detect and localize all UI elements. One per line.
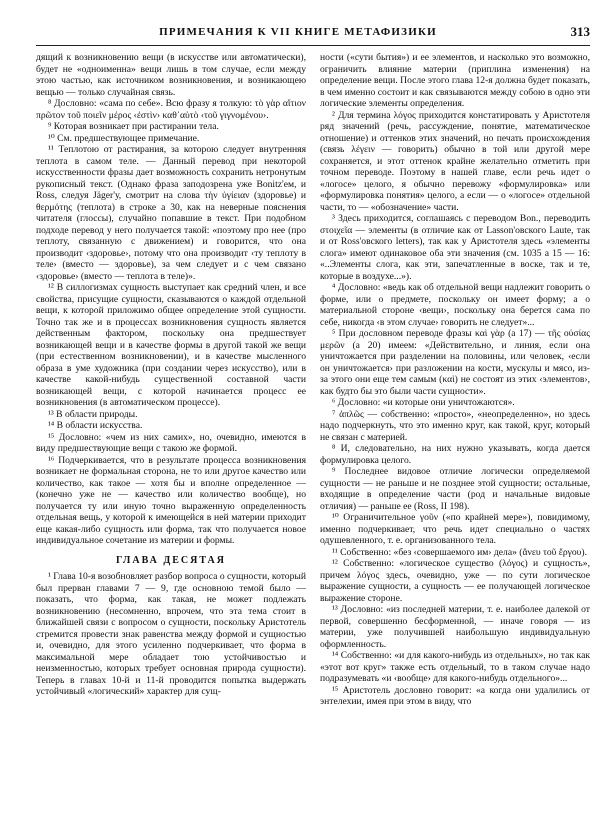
footnote: ⁸ И, следовательно, на них нужно указывать, когда дается формулировка целого. xyxy=(320,443,590,466)
footnote: ³ Здесь приходится, соглашаясь с переводом Bon., переводить στοιχεῖα — элементы (в отличие как от Lasson'овского Laute, так и от Ross'овского letters), так как у Аристотеля здесь «элементы слога» имеют одинаковое оба эти значения (см. 1035 а 15 — 16: «..Элементы слога, как эти, запечатленные в воске, так и те, которые в воздухе...»). xyxy=(320,213,590,282)
footnote: ¹⁵ Дословно: «чем из них самих», но, очевидно, имеются в виду предшествующие вещи с такою же формой. xyxy=(36,431,306,454)
footnote: ¹ Глава 10-я возобновляет разбор вопроса о сущности, который был прерван главами 7 — 9, где основною темой было — показать, что форма, как такая, не может подлежать возникновению (несомненно, впрочем, что эта тема стоит в ближайшей связи с вопросом о сущности, поскольку Аристотель стремится провести знак равенства между формой и сущностью и, очевидно, для этого усиленно подчеркивает, что форма в максимальной мере обладает тою устойчивостью и неизменностью, которых требует основная природа сущности). Теперь в главах 10-й и 11-й проводится попытка выдержать устойчивый «логический» характер для сущ- xyxy=(36,571,306,697)
left-column xyxy=(36,52,306,802)
page-number: 313 xyxy=(570,24,590,39)
footnote: ⁶ Дословно: «и которые они уничтожаются». xyxy=(332,397,515,408)
footnote: ⁹ Последнее видовое отличие логически определяемой сущности — не раньше и не позднее этой сущности; остальные, входящие в определение части (род и начальные видовые отличия) — раньше ее (Ross, II 198). xyxy=(320,466,590,512)
paragraph: дящий к возникновению вещи (в искусстве или автоматически), будет не «одноименна» вещи лишь в том случае, если между этою частью, как источником возникновения, и возникающею вещью — только случайная связь. xyxy=(36,52,306,98)
footnote: ¹⁴ Собственно: «и для какого-нибудь из отдельных», но так как «этот вот круг» также есть отдельный, то в таком случае надо подразумевать «и ‹вообще› для какого-нибудь отдельного»... xyxy=(320,650,590,684)
footnote: ⁵ При дословном переводе фразы καὶ γὰρ (а 17) — τῆς οὐσίας μερῶν (а 20) имеем: «Действительно, и линия, если она уничтожается при разделении на половины, или человек, ‹если он уничтожается› при разложении на кости, мускулы и мясо, из-за этого они еще тем самым (καὶ) не состоят из этих ‹элементов›, как будто бы это были части сущности». xyxy=(320,328,590,397)
footnote: ⁴ Дословно: «ведь как об отдельной вещи надлежит говорить о форме, или о предмете, поскольку он имеет форму; а о материальной стороне ‹вещи›, поскольку она берется сама по себе, никогда ‹в этом случае› говорить не следует»... xyxy=(320,282,590,328)
footnote: ¹⁶ Подчеркивается, что в результате процесса возникновения возникает не формальная сторона, не то или другое качество или количество, как такое — хотя бы и вполне определенное — (конечно уже не — качество или количество вообще), но получается ту или иную точно выраженную определенность отдельная вещь, у которой к имеющейся в ней материи приходит еще какая-либо сущность или форма, так что получается новое индивидуальное сочетание из материи и формы. xyxy=(36,454,306,546)
right-column xyxy=(320,52,590,802)
footnote: ⁸ Дословно: «сама по себе». Всю фразу я толкую: τὸ γὰρ αἴτιον πρῶτον τοῦ ποιεῖν μέρος ‹ἐστὶν› καθ᾿αὑτὸ ‹τοῦ γιγνομένου›. xyxy=(36,98,306,121)
footnote: ¹⁵ Аристотель дословно говорит: «а когда они удалились от энтелехии, имея при этом в виду, что xyxy=(320,684,590,707)
section-heading: ГЛАВА ДЕСЯТАЯ xyxy=(116,554,226,566)
footnote: ¹³ Дословно: «из последней материи, т. е. наиболее далекой от первой, совершенно бесформенной, — иначе говоря — из материи, уже получившей наибольшую индивидуальную оформленность. xyxy=(320,604,590,650)
footnote: ⁹ Которая возникает при растирании тела. xyxy=(48,121,219,132)
footnote: ¹⁰ Ограничительное γοῦν («по крайней мере»), повидимому, именно подчеркивает, что речь идет специально о частях одушевленного, т. е. организованного тела. xyxy=(320,512,590,546)
footnote: ¹⁰ См. предшествующее примечание. xyxy=(48,132,200,144)
header-rule xyxy=(36,45,590,46)
running-header xyxy=(36,24,590,42)
running-title: ПРИМЕЧАНИЯ К VII КНИГЕ МЕТАФИЗИКИ xyxy=(159,26,437,38)
footnote: ⁷ ἁπλῶς — собственно: «просто», «неопределенно», но здесь надо подчеркнуть, что это именно круг, как такой, круг, который не связан с материей. xyxy=(320,408,590,443)
footnote: ¹² В силлогизмах сущность выступает как средний член, и все свойства, присущие сущности, сказываются о каждой отдельной вещи, к которой приложимо общее определение этой сущности. Точно так же и в процессах возникновения сущность является действенным фактором, поскольку она предшествует возникающей вещи и в качестве формы в другой такой же вещи (при естественном возникновении), и в качестве мысленного образа в уме художника (при создании через искусство), или в качестве какой-нибудь существенной составной части возникающей вещи, с которой начинается процесс ее возникновения (в автоматическом процессе). xyxy=(36,282,306,408)
footnote: ¹¹ Собственно: «без ‹совершаемого им› дела» (ἄνευ τοῦ ἔργου). xyxy=(332,546,588,558)
footnote: ¹⁴ В области искусства. xyxy=(48,420,143,431)
footnote: ² Для термина λόγος приходится констатировать у Аристотеля ряд значений (речь, рассуждение, понятие, математическое отношение) и оттенков этих значений, но печать происхождения (связь λέγειν — говорить) обычно в той или другой мере сохраняется, и этот оттенок крайне желательно отметить при точном переводе. Поэтому в нашей главе, если речь идет о «логосе» целого, я обычно перевожу «формулировка» или «формулировка понятия» целого, а если — о «логосе» отдельной части, то — «обозначение» части. xyxy=(320,109,590,213)
footnote: ¹³ В области природы. xyxy=(48,408,138,420)
footnote: ¹² Собственно: «логическое существо (λόγος) и сущность», причем λόγος здесь, очевидно, уже — по сути логическое выражение сущности, а сущность — ее получающей логическое выражение стороне. xyxy=(320,558,590,604)
paragraph: ности («сути бытия») и ее элементов, и насколько это возможно, ограничить влияние материи (приплина изменения) на определение вещи. После этого глава 12-я должна будет показать, в чем именно состоит и как связываются между собою в одно эти логические элементы определения. xyxy=(320,52,590,109)
footnote: ¹¹ Теплотою от растирания, за которою следует внутренняя теплота в самом теле. — Данный перевод при некоторой искусственности фразы дает возможность сохранить нетронутым рукописный текст. (Однако фраза заподозрена уже Bonitz'ем, и Ross, следуя Jäger'у, смотрит на слова τὴν ὑγίειαν (здоровье) и θερμότης (теплота) в строке а 30, как на неверные пояснения читателя (глоссы), случайно попавшие в текст. При подобном подходе перевод у него получается такой: «поэтому про нее (про теплоту, связанную с движением) и говорится, что она производит ‹здоровье›, потому что она производит ‹ту теплоту в теле› (вместо — здоровье), за чем следует и с чем связано ‹здоровье› (вместо — теплота в теле)». xyxy=(36,144,306,282)
